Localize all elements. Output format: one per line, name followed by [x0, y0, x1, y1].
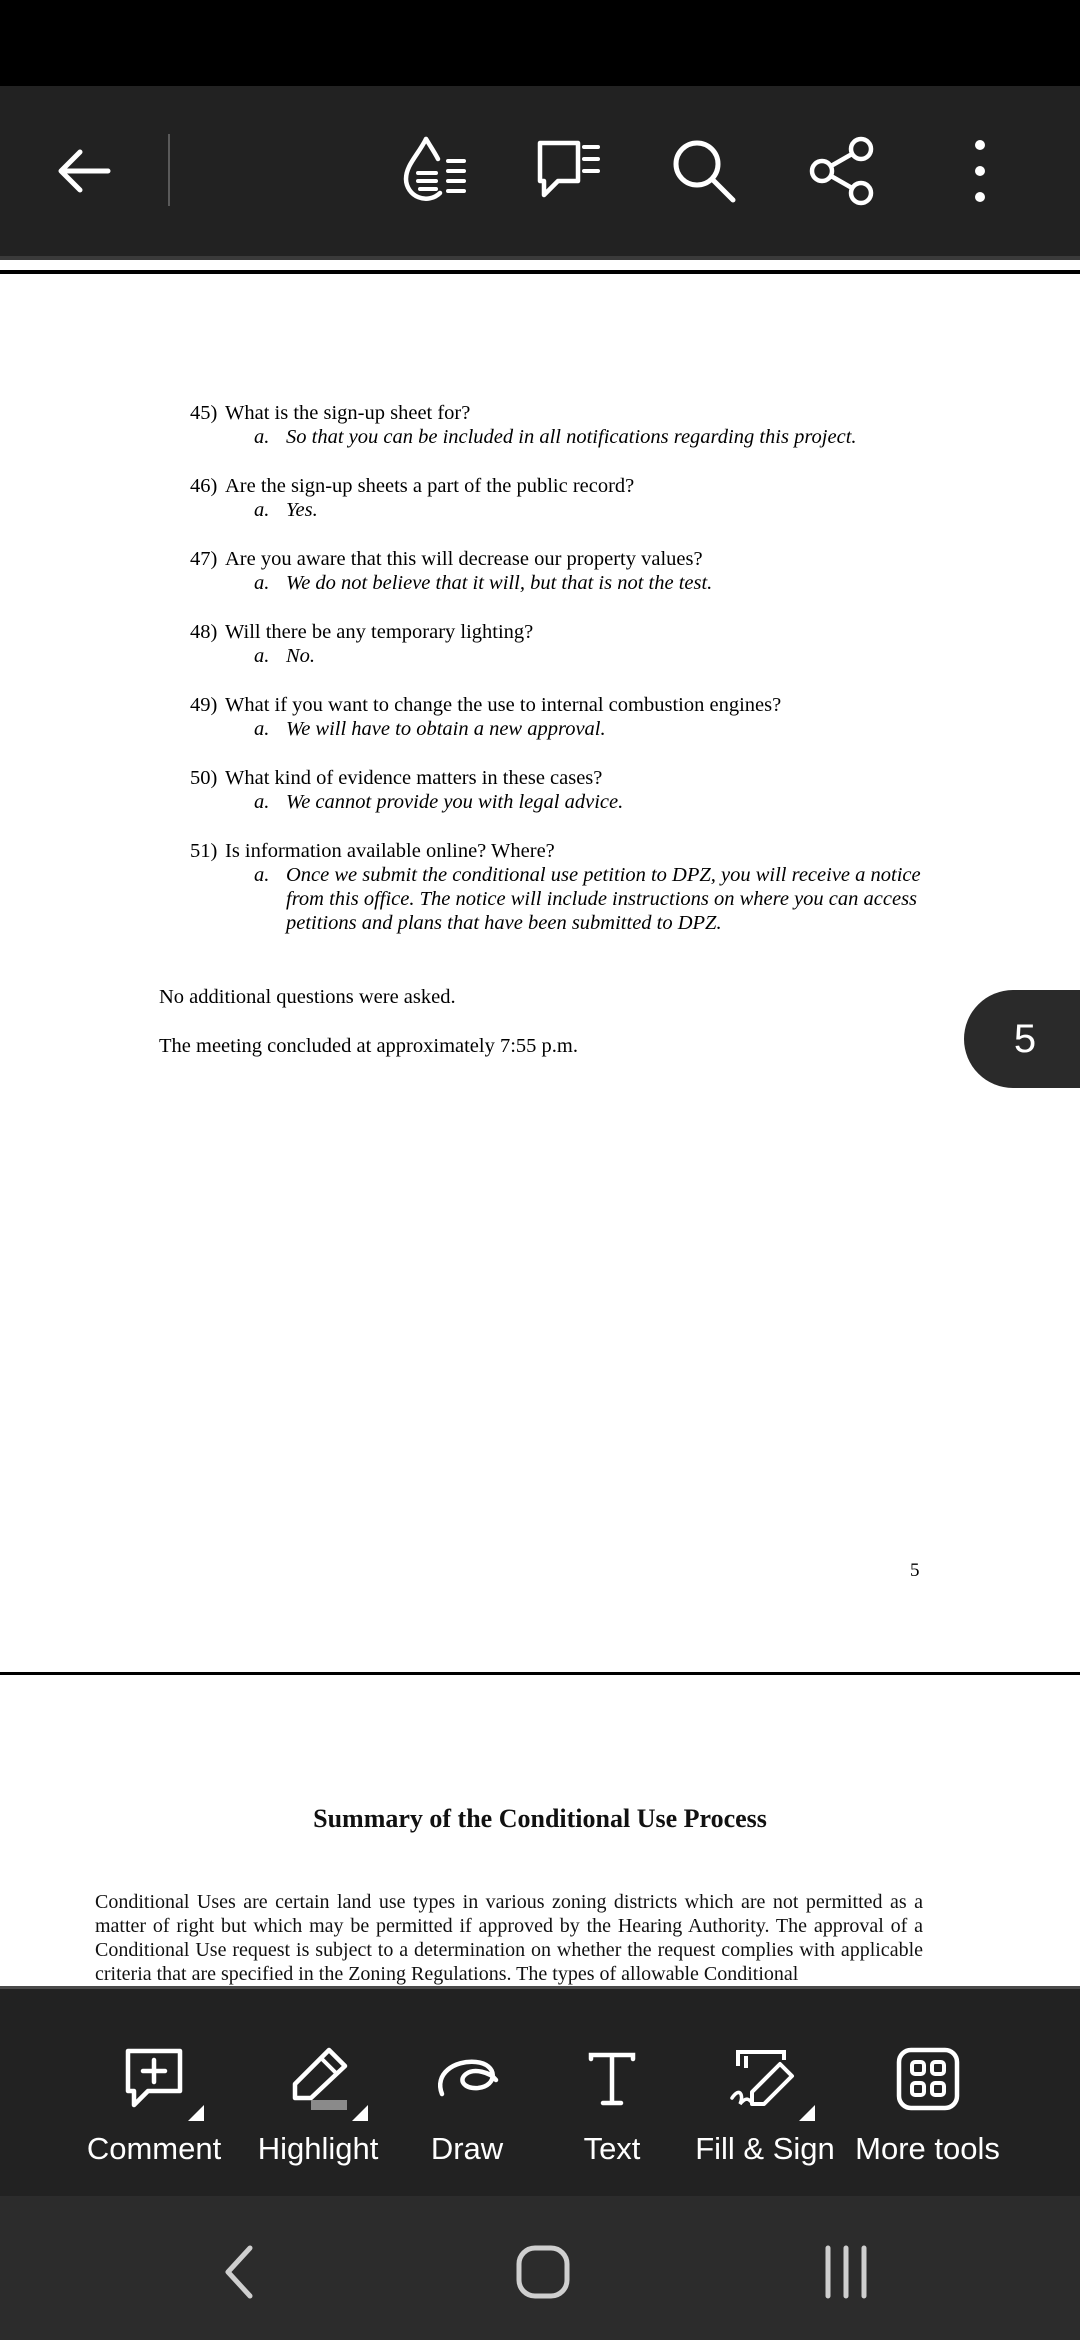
page-indicator[interactable]: 5 — [964, 990, 1080, 1088]
no-questions-text: No additional questions were asked. — [159, 986, 456, 1008]
share-icon — [806, 135, 878, 207]
comment-tool[interactable] — [84, 1989, 224, 2199]
comment-add-icon — [122, 2047, 186, 2111]
qa-item — [190, 620, 950, 668]
highlight-options-triangle-icon — [352, 2105, 368, 2121]
question-number: 50) — [190, 767, 218, 789]
answer-text — [254, 498, 950, 522]
nav-home-icon — [515, 2244, 571, 2300]
question-body: What kind of evidence matters in these cases? — [225, 767, 603, 789]
summary-title: Summary of the Conditional Use Process — [313, 1804, 767, 1833]
page-number: 5 — [910, 1560, 920, 1581]
more-tools[interactable] — [855, 1989, 1000, 2199]
answer-label: a. — [254, 499, 270, 521]
answer-label: a. — [254, 864, 270, 886]
answer-text — [254, 425, 950, 449]
question-text — [190, 766, 950, 790]
question-text — [190, 474, 950, 498]
fill-sign-tool-label: Fill & Sign — [695, 2131, 835, 2166]
question-number: 46) — [190, 475, 218, 497]
question-body: Are you aware that this will decrease our property values? — [225, 548, 703, 570]
more-tools-label: More tools — [855, 2131, 1000, 2166]
summary-paragraph: Conditional Uses are certain land use types in various zoning districts which are not permitted as a matter of right but which may be permitted if approved by the Hearing Authority. The approval of a Conditional Use request is subject to a determination on whether the request complies with applicable criteria that are specified in the Zoning Regulations. The types of allowable Conditional — [95, 1891, 923, 1985]
more-vertical-icon — [960, 135, 1000, 207]
back-button[interactable] — [44, 131, 124, 211]
nav-recents-button[interactable] — [806, 2232, 886, 2312]
highlighter-icon — [285, 2046, 351, 2112]
comment-tool-label: Comment — [86, 2131, 222, 2166]
qa-item — [190, 766, 950, 814]
draw-loop-icon — [432, 2054, 502, 2104]
answer-body: So that you can be included in all notifications regarding this project. — [286, 426, 857, 448]
question-number: 51) — [190, 840, 218, 862]
qa-item — [190, 693, 950, 741]
nav-recents-icon — [818, 2244, 874, 2300]
text-tool[interactable] — [562, 1989, 662, 2199]
grid-tools-icon — [896, 2047, 960, 2111]
question-text — [190, 401, 950, 425]
question-body: Will there be any temporary lighting? — [225, 621, 534, 643]
status-bar — [0, 0, 1080, 86]
qa-item — [190, 401, 950, 449]
top-toolbar — [0, 86, 1080, 256]
search-icon — [669, 136, 739, 206]
answer-text — [254, 717, 950, 741]
question-text — [190, 693, 950, 717]
fill-sign-icon — [730, 2046, 800, 2112]
answer-body: We do not believe that it will, but that is not the test. — [286, 572, 713, 594]
fill-sign-tool[interactable] — [690, 1989, 840, 2199]
text-tool-label: Text — [583, 2131, 641, 2166]
draw-tool[interactable] — [417, 1989, 517, 2199]
question-body: What is the sign-up sheet for? — [225, 402, 471, 424]
question-body: What if you want to change the use to internal combustion engines? — [225, 694, 782, 716]
question-text — [190, 620, 950, 644]
question-body: Is information available online? Where? — [225, 840, 555, 862]
answer-body: We will have to obtain a new approval. — [286, 718, 606, 740]
question-body: Are the sign-up sheets a part of the public record? — [225, 475, 635, 497]
answer-body: Yes. — [286, 499, 318, 521]
nav-back-icon — [220, 2242, 260, 2302]
question-text — [190, 839, 950, 863]
answer-text — [254, 644, 950, 668]
question-number: 47) — [190, 548, 218, 570]
question-number: 45) — [190, 402, 218, 424]
answer-text — [254, 863, 950, 935]
search-button[interactable] — [664, 131, 744, 211]
share-button[interactable] — [802, 131, 882, 211]
meeting-concluded-text: The meeting concluded at approximately 7:55 p.m. — [159, 1035, 578, 1057]
qa-item — [190, 547, 950, 595]
comment-options-triangle-icon — [188, 2105, 204, 2121]
back-arrow-icon — [52, 139, 116, 203]
answer-text — [254, 790, 950, 814]
bottom-toolbar — [0, 1986, 1080, 2196]
question-number: 48) — [190, 621, 218, 643]
page-separator — [0, 1672, 1080, 1675]
fill-sign-options-triangle-icon — [799, 2105, 815, 2121]
answer-label: a. — [254, 791, 270, 813]
pdf-page[interactable] — [0, 274, 1080, 1986]
highlight-tool-label: Highlight — [257, 2131, 379, 2166]
answer-label: a. — [254, 645, 270, 667]
liquid-mode-button[interactable] — [394, 131, 474, 211]
question-list — [190, 401, 950, 960]
question-text — [190, 547, 950, 571]
answer-text — [254, 571, 950, 595]
toolbar-divider — [168, 134, 170, 206]
text-T-icon — [587, 2051, 637, 2107]
system-nav-bar — [0, 2196, 1080, 2340]
comments-list-icon — [530, 133, 606, 209]
answer-body: We cannot provide you with legal advice. — [286, 791, 624, 813]
question-number: 49) — [190, 694, 218, 716]
answer-body: Once we submit the conditional use petition to DPZ, you will receive a notice from this office. The notice will include instructions on where you can access petitions and plans that have been submitted to DPZ. — [286, 864, 921, 934]
qa-item — [190, 474, 950, 522]
answer-label: a. — [254, 718, 270, 740]
highlight-tool[interactable] — [248, 1989, 388, 2199]
nav-home-button[interactable] — [503, 2232, 583, 2312]
comments-list-button[interactable] — [528, 131, 608, 211]
answer-label: a. — [254, 572, 270, 594]
more-options-button[interactable] — [940, 131, 1020, 211]
answer-body: No. — [286, 645, 316, 667]
draw-tool-label: Draw — [430, 2131, 504, 2166]
qa-item — [190, 839, 950, 935]
answer-label: a. — [254, 426, 270, 448]
nav-back-button[interactable] — [200, 2232, 280, 2312]
liquid-mode-icon — [396, 133, 472, 209]
